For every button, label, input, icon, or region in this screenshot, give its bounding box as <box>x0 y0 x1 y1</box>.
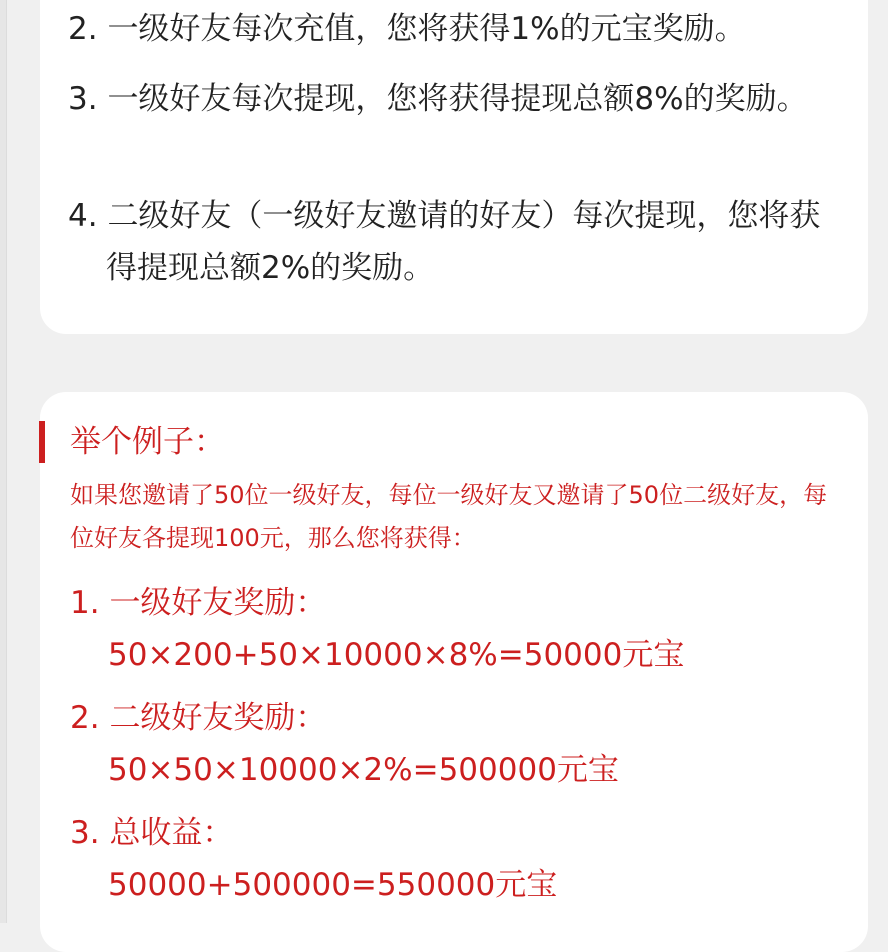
item-label: 总收益： <box>109 815 234 851</box>
rule-item-3 <box>68 73 848 125</box>
item-formula: 50×50×10000×2%=500000元宝 <box>108 752 619 788</box>
example-description: 如果您邀请了50位一级好友，每位一级好友又邀请了50位二级好友，每位好友各提现100元，那么您将获得： <box>70 481 828 552</box>
example-title: 举个例子： <box>70 424 225 460</box>
section-accent-bar <box>39 421 45 463</box>
item-number: 2. <box>70 700 100 736</box>
rule-number: 3. <box>68 81 98 117</box>
item-label: 二级好友奖励： <box>109 700 327 736</box>
rule-text: 一级好友每次提现，您将获得提现总额8%的奖励。 <box>107 81 808 117</box>
example-item-second-level <box>70 692 840 796</box>
item-number: 1. <box>70 585 100 621</box>
example-item-first-level <box>70 577 840 681</box>
example-item-total <box>70 807 840 911</box>
item-number: 3. <box>70 815 100 851</box>
rule-item-4 <box>68 190 848 294</box>
rule-number: 2. <box>68 11 98 47</box>
item-label: 一级好友奖励： <box>109 585 327 621</box>
item-formula: 50000+500000=550000元宝 <box>108 867 558 903</box>
rule-item-2 <box>68 3 848 55</box>
rule-text: 一级好友每次充值，您将获得1%的元宝奖励。 <box>107 11 746 47</box>
rule-text: 二级好友（一级好友邀请的好友）每次提现，您将获得提现总额2%的奖励。 <box>106 198 821 286</box>
item-formula: 50×200+50×10000×8%=50000元宝 <box>108 637 685 673</box>
page-left-edge <box>0 0 7 923</box>
rule-number: 4. <box>68 198 98 234</box>
